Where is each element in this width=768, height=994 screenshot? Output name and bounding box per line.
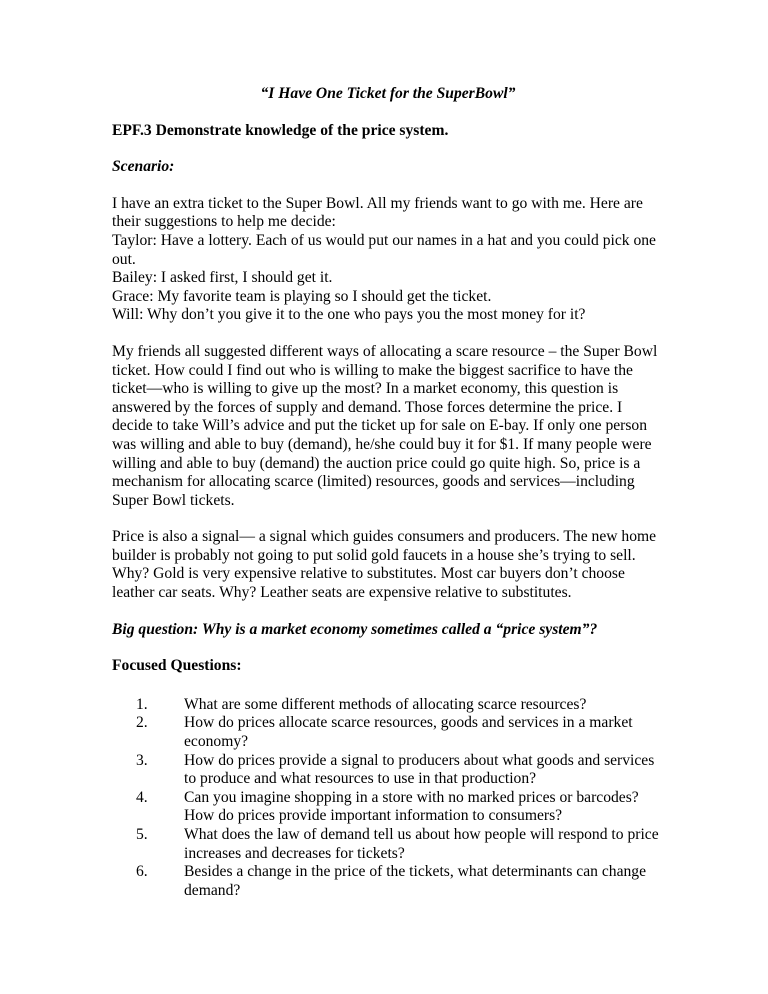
suggestion-bailey: Bailey: I asked first, I should get it. [112, 269, 333, 287]
standard-heading: EPF.3 Demonstrate knowledge of the price system. [112, 121, 449, 139]
question-number: 4. [136, 788, 148, 806]
scenario-heading: Scenario: [112, 158, 175, 176]
question-text: How do prices allocate scarce resources, goods and services in a market economy? [184, 714, 633, 751]
list-item [112, 714, 664, 751]
suggestion-grace: Grace: My favorite team is playing so I should get the ticket. [112, 287, 492, 305]
focused-questions-heading: Focused Questions: [112, 657, 242, 675]
question-number: 3. [136, 751, 148, 769]
suggestion-taylor: Taylor: Have a lottery. Each of us would put our names in a hat and you could pick one out. [112, 231, 656, 268]
scenario-intro: I have an extra ticket to the Super Bowl. All my friends want to go with me. Here are their suggestions to help me decide: [112, 194, 643, 231]
scenario-intro-block [112, 195, 664, 325]
question-text: Can you imagine shopping in a store with no marked prices or barcodes? How do prices provide important information to consumers? [184, 788, 639, 825]
focused-questions-list [112, 696, 664, 901]
suggestion-will: Will: Why don’t you give it to the one who pays you the most money for it? [112, 306, 586, 324]
question-text: How do prices provide a signal to producers about what goods and services to produce and what resources to use in that production? [184, 751, 655, 788]
document-page [112, 85, 664, 900]
question-text: What does the law of demand tell us about how people will respond to price increases and decreases for tickets? [184, 826, 659, 862]
list-item [112, 826, 664, 863]
paragraph-allocation: My friends all suggested different ways of allocating a scare resource – the Super Bowl ticket. How could I find out who is willing to make the biggest sacrifice to have the ticket—who is willing to give up the most? In a market economy, this question is answered by the forces of supply and demand. Those forces determine the price. I decide to take Will’s advice and put the ticket up for sale on E-bay. If only one person was willing and able to buy (demand), he/she could buy it for $1. If many people were willing and able to buy (demand) the auction price could go quite high. So, price is a mechanism for allocating scarce (limited) resources, goods and services—including Super Bowl tickets. [112, 342, 658, 509]
question-number: 1. [136, 695, 148, 713]
big-question: Big question: Why is a market economy sometimes called a “price system”? [112, 620, 598, 638]
paragraph-signal: Price is also a signal— a signal which guides consumers and producers. The new home builder is probably not going to put solid gold faucets in a house she’s trying to sell. Why? Gold is very expensive relative to substitutes. Most car buyers don’t choose leather car seats. Why? Leather seats are expensive relative to substitutes. [112, 528, 657, 602]
list-item [112, 789, 664, 826]
question-number: 2. [136, 714, 148, 732]
list-item [112, 696, 664, 715]
list-item [112, 863, 664, 900]
document-title: “I Have One Ticket for the SuperBowl” [260, 85, 516, 102]
list-item [112, 752, 664, 789]
question-number: 5. [136, 826, 148, 843]
question-text: What are some different methods of allocating scarce resources? [184, 695, 587, 713]
question-number: 6. [136, 863, 148, 881]
question-text: Besides a change in the price of the tickets, what determinants can change demand? [184, 863, 647, 899]
